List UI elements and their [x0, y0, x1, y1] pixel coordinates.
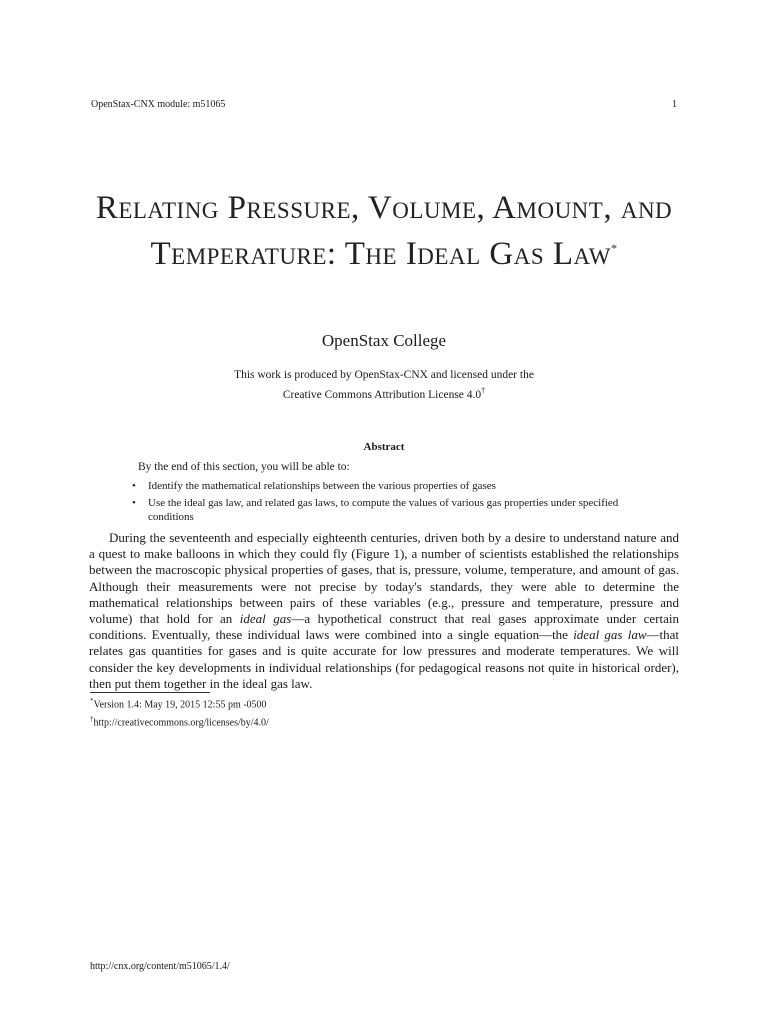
term-ideal-gas: ideal gas	[239, 611, 292, 627]
running-header	[91, 99, 677, 110]
footnote-text: Version 1.4: May 19, 2015 12:55 pm -0500	[93, 699, 267, 711]
abstract-heading: Abstract	[363, 441, 405, 453]
body-text-part-2: —a hypothetical construct that real gases approximate under certain conditions. Eventually, these individual laws were combined into a single equation—the	[89, 611, 679, 643]
author: OpenStax College	[321, 331, 447, 350]
license-footnote-marker: †	[481, 386, 486, 395]
footnote-rule	[90, 692, 210, 693]
footnote-link[interactable]: http://creativecommons.org/licenses/by/4.0/	[93, 717, 269, 729]
page-footer-url[interactable]: http://cnx.org/content/m51065/1.4/	[90, 961, 230, 972]
objective-item: • Identify the mathematical relationships between the various properties of gases	[130, 479, 660, 494]
body-paragraph	[89, 530, 679, 692]
term-ideal-gas-law: ideal gas law	[573, 627, 647, 643]
title-text: Relating Pressure, Volume, Amount, and Temperature: The Ideal Gas Law	[95, 190, 673, 272]
license-statement	[0, 367, 768, 403]
license-line-2	[0, 383, 768, 403]
license-name: Creative Commons Attribution License 4.0	[282, 388, 482, 401]
objective-item: • Use the ideal gas law, and related gas laws, to compute the values of various gas properties under specified conditions	[130, 496, 660, 525]
footnote-marker: †	[90, 715, 94, 724]
footnotes	[90, 694, 269, 731]
document-title	[60, 188, 708, 274]
footnote-version	[90, 694, 269, 712]
learning-objectives	[130, 479, 660, 527]
module-id: OpenStax-CNX module: m51065	[91, 99, 226, 110]
body-text-part-1: During the seventeenth and especially eighteenth centuries, driven both by a desire to understand nature and a quest to make balloons in which they could fly (Figure 1), a number of scientists established the relationships between the macroscopic physical properties of gases, that is, pressure, volume, temperature, and amount of gas. Although their measurements were not precise by today's standards, they were able to determine the mathematical relationships between pairs of these variables (e.g., pressure and temperature, pressure and volume) that hold for an	[89, 530, 679, 627]
footnote-license-url	[90, 712, 269, 730]
page-number: 1	[672, 99, 677, 110]
abstract-intro: By the end of this section, you will be able to:	[138, 461, 350, 473]
license-line-1: This work is produced by OpenStax-CNX and licensed under the	[234, 369, 534, 381]
title-footnote-marker: *	[611, 241, 618, 255]
body-text-part-3: —that relates gas quantities for gases and is quite accurate for low pressures and moderate temperatures. We will consider the key developments in individual relationships (for pedagogical reasons not quite in historical order), then put them together in the ideal gas law.	[89, 627, 679, 691]
footnote-marker: *	[90, 697, 94, 705]
